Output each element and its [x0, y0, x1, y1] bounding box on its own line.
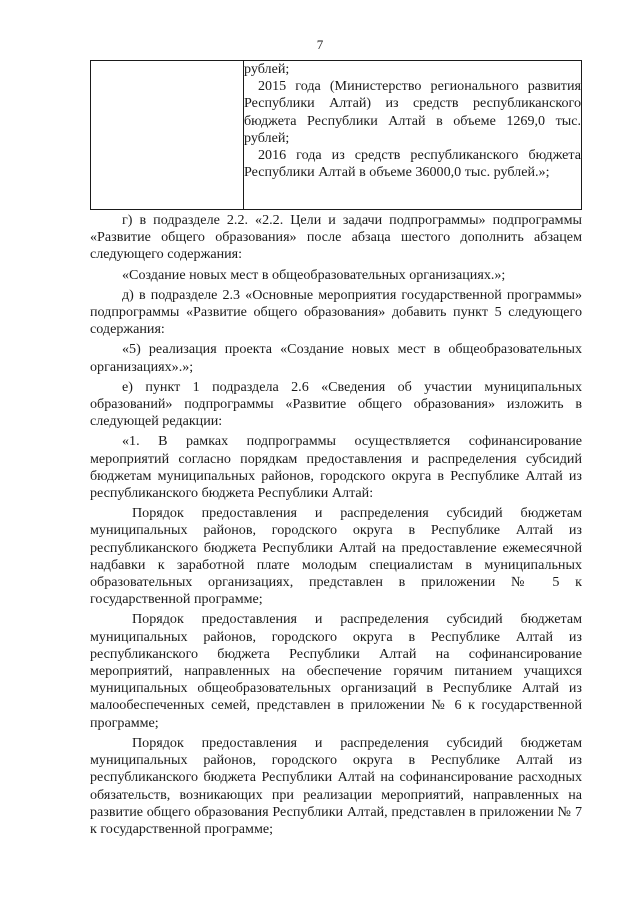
table-cell-paragraph: 2015 года (Министерство регионального развития Республики Алтай) из средств республиканского бюджета Республики Алтай в объеме 1269,0 тыс. рублей; [244, 78, 581, 146]
paragraph-quote-item-5: «5) реализация проекта «Создание новых мест в общеобразовательных организациях».»; [90, 341, 582, 375]
paragraph-d: д) в подразделе 2.3 «Основные мероприятия государственной программы» подпрограммы «Развитие общего образования» добавить пункт 5 следующего содержания: [90, 286, 582, 338]
document-body [90, 212, 582, 838]
paragraph-order-appendix-6: Порядок предоставления и распределения субсидий бюджетам муниципальных районов, городского округа в Республике Алтай из республиканского бюджета Республики Алтай на софинансирование мероприятий, направленных на обеспечение горячим питанием учащихся муниципальных общеобразовательных организаций в Республике Алтай из малообеспеченных семей, представлен в приложении № 6 к государственной программе; [90, 611, 582, 731]
continuation-table [90, 60, 582, 210]
table-cell-line: рублей; [244, 61, 290, 77]
paragraph-order-appendix-7: Порядок предоставления и распределения субсидий бюджетам муниципальных районов, городского округа в Республике Алтай из республиканского бюджета Республики Алтай на софинансирование расходных обязательств, возникающих при реализации мероприятий, направленных на развитие общего образования Республики Алтай, представлен в приложении № 7 к государственной программе; [90, 734, 582, 837]
paragraph-order-appendix-5: Порядок предоставления и распределения субсидий бюджетам муниципальных районов, городского округа в Республике Алтай из республиканского бюджета Республики Алтай на предоставление ежемесячной надбавки к заработной плате молодым специалистам в муниципальных образовательных организациях, представлен в приложении № 5 к государственной программе; [90, 505, 582, 608]
paragraph-e: е) пункт 1 подраздела 2.6 «Сведения об участии муниципальных образований» подпрограммы «Развитие общего образования» изложить в следующей редакции: [90, 378, 582, 430]
table-right-cell [244, 61, 582, 210]
page-number: 7 [316, 37, 324, 52]
paragraph-g: г) в подразделе 2.2. «2.2. Цели и задачи подпрограммы» подпрограммы «Развитие общего образования» после абзаца шестого дополнить абзацем следующего содержания: [90, 212, 582, 263]
table-cell-paragraph: 2016 года из средств республиканского бюджета Республики Алтай в объеме 36000,0 тыс. рублей.»; [244, 147, 581, 181]
paragraph-item-1: «1. В рамках подпрограммы осуществляется софинансирование мероприятий согласно порядкам предоставления и распределения субсидий бюджетам муниципальных районов, городского округа в Республике Алтай из республиканского бюджета Республики Алтай: [90, 433, 582, 502]
table-left-cell [91, 61, 244, 210]
table-row [91, 61, 582, 210]
paragraph-quote-new-places: «Создание новых мест в общеобразовательных организациях.»; [122, 266, 506, 283]
